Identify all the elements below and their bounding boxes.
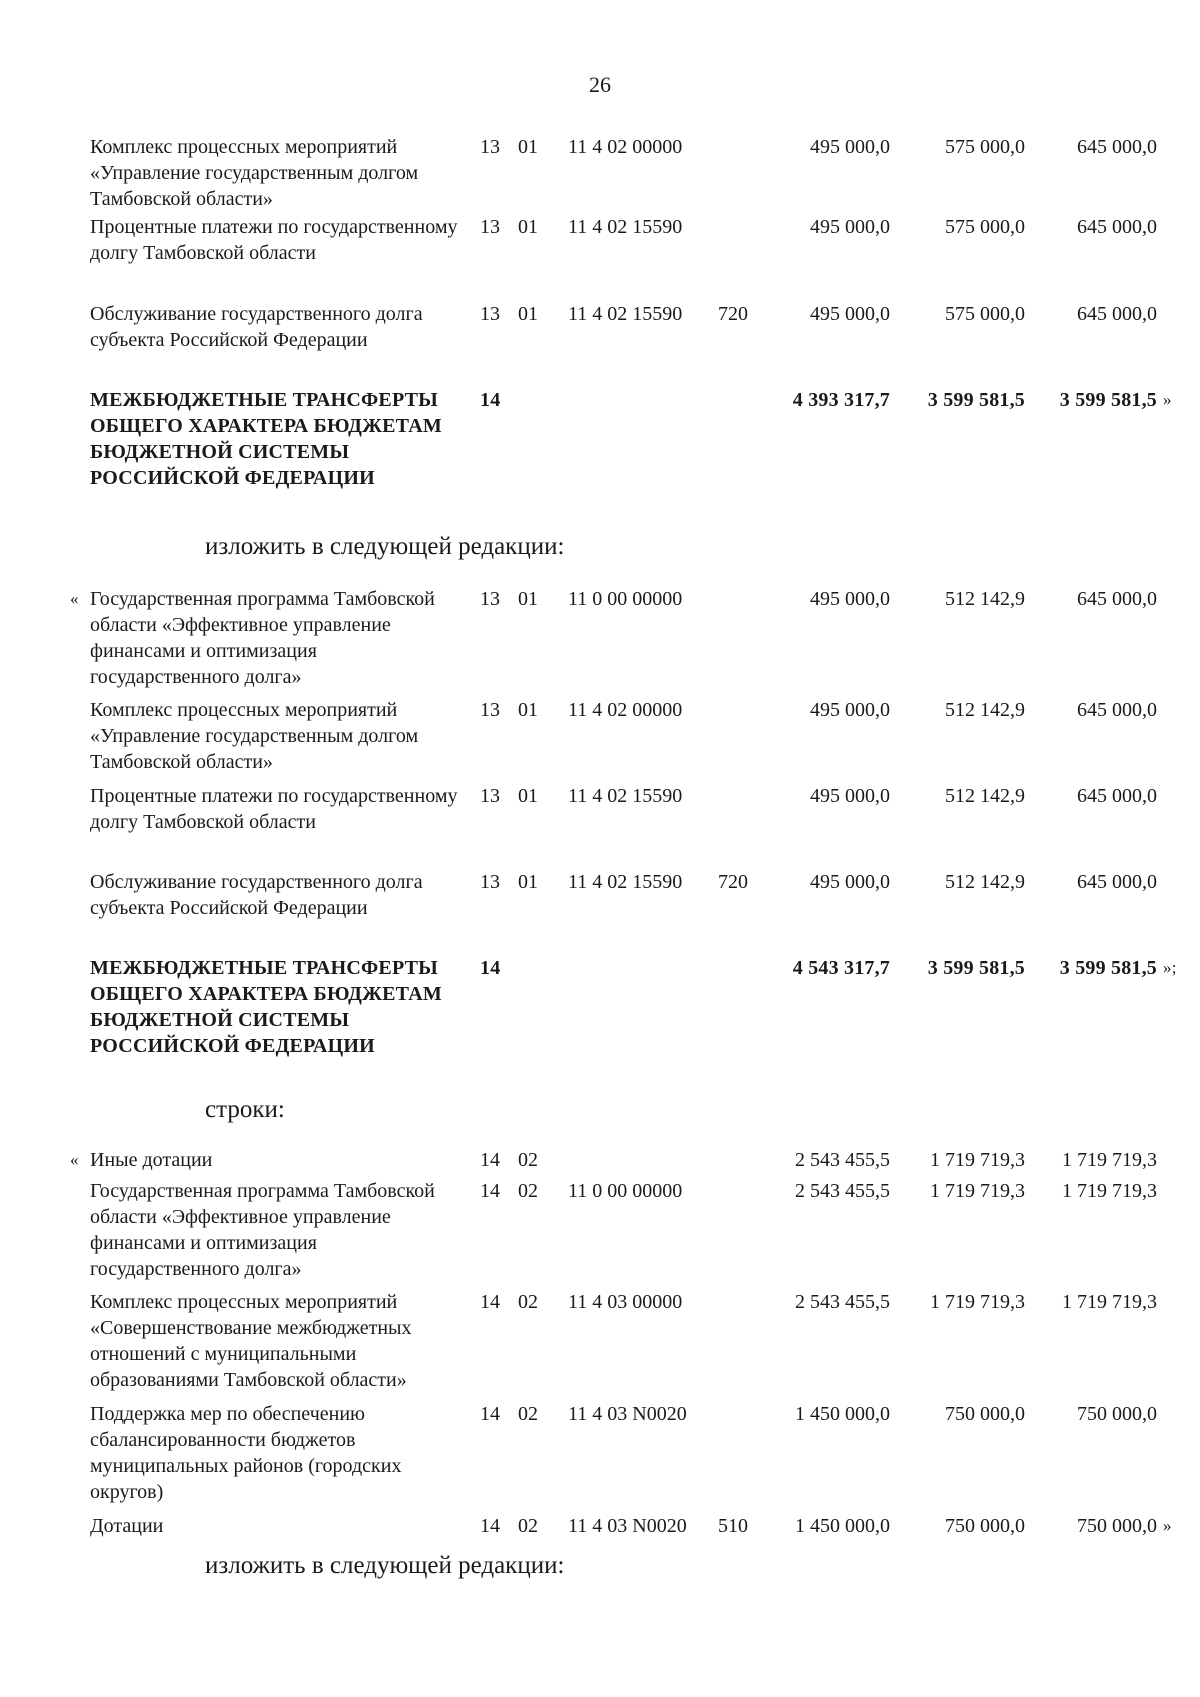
row-csr: 11 4 03 N0020 (568, 1403, 687, 1425)
opening-quote: « (70, 1150, 79, 1169)
row-value-2025: 1 719 719,3 (930, 1180, 1025, 1202)
row-value-2026: 1 719 719,3 (1062, 1291, 1157, 1313)
row-value-2024: 495 000,0 (810, 699, 890, 721)
row-rz: 14 (480, 957, 501, 979)
row-rz: 14 (480, 1149, 500, 1171)
row-rz: 13 (480, 785, 500, 807)
row-value-2024: 495 000,0 (810, 303, 890, 325)
row-pr: 02 (518, 1291, 538, 1313)
row-rz: 14 (480, 1515, 500, 1537)
table-row (0, 697, 1200, 783)
row-value-2026: 1 719 719,3 (1062, 1180, 1157, 1202)
row-value-2024: 4 393 317,7 (792, 389, 890, 411)
row-csr: 11 4 03 N0020 (568, 1515, 687, 1537)
row-pr: 02 (518, 1149, 538, 1171)
closing-quote: »; (1163, 958, 1177, 977)
row-name: Государственная программа Тамбовской области «Эффективное управление финансами и оптимизация государственного долга» (90, 588, 435, 688)
row-value-2026: 645 000,0 (1077, 785, 1157, 807)
row-value-2025: 512 142,9 (945, 699, 1025, 721)
table-row (0, 1401, 1200, 1513)
table-section-new (0, 586, 1200, 1090)
row-value-2024: 4 543 317,7 (792, 957, 890, 979)
row-csr: 11 0 00 00000 (568, 1180, 683, 1202)
row-pr: 01 (518, 136, 538, 158)
row-csr: 11 0 00 00000 (568, 588, 683, 610)
row-value-2026: 645 000,0 (1077, 136, 1157, 158)
row-pr: 01 (518, 699, 538, 721)
row-pr: 02 (518, 1515, 538, 1537)
row-name: Государственная программа Тамбовской области «Эффективное управление финансами и оптимизация государственного долга» (90, 1180, 435, 1280)
row-csr: 11 4 03 00000 (568, 1291, 683, 1313)
row-value-2025: 3 599 581,5 (927, 389, 1025, 411)
row-name: Обслуживание государственного долга субъекта Российской Федерации (90, 871, 423, 919)
row-rz: 13 (480, 871, 500, 893)
row-value-2024: 495 000,0 (810, 871, 890, 893)
row-pr: 01 (518, 871, 538, 893)
row-value-2026: 645 000,0 (1077, 871, 1157, 893)
row-name: Процентные платежи по государственному долгу Тамбовской области (90, 216, 458, 264)
row-csr: 11 4 02 15590 (568, 871, 683, 893)
row-rz: 14 (480, 1180, 500, 1202)
row-rz: 13 (480, 216, 500, 238)
row-value-2024: 2 543 455,5 (795, 1180, 890, 1202)
table-row (0, 869, 1200, 955)
page-number: 26 (589, 72, 611, 97)
table-section-lines (0, 1147, 1200, 1543)
table-section-old (0, 134, 1200, 522)
row-value-2025: 750 000,0 (945, 1403, 1025, 1425)
table-row-total (0, 955, 1200, 1090)
row-name: Поддержка мер по обеспечению сбалансированности бюджетов муниципальных районов (городских округов) (90, 1403, 402, 1503)
row-rz: 14 (480, 1291, 500, 1313)
table-row (0, 783, 1200, 869)
row-value-2025: 575 000,0 (945, 216, 1025, 238)
table-row (0, 134, 1200, 214)
row-rz: 13 (480, 303, 500, 325)
row-rz: 13 (480, 699, 500, 721)
row-vr: 720 (718, 303, 748, 325)
instruction-phrase: изложить в следующей редакции: (205, 1552, 565, 1579)
row-name: Комплекс процессных мероприятий «Совершенствование межбюджетных отношений с муниципальными образованиями Тамбовской области» (90, 1291, 412, 1391)
row-value-2025: 3 599 581,5 (927, 957, 1025, 979)
row-value-2026: 645 000,0 (1077, 216, 1157, 238)
opening-quote: « (70, 589, 79, 608)
instruction-phrase: строки: (205, 1096, 285, 1123)
row-value-2024: 495 000,0 (810, 785, 890, 807)
row-pr: 01 (518, 303, 538, 325)
row-csr: 11 4 02 00000 (568, 136, 683, 158)
table-row (0, 301, 1200, 387)
row-rz: 14 (480, 389, 501, 411)
row-value-2026: 3 599 581,5 (1059, 957, 1157, 979)
row-value-2025: 512 142,9 (945, 588, 1025, 610)
row-value-2024: 495 000,0 (810, 136, 890, 158)
row-csr: 11 4 02 00000 (568, 699, 683, 721)
row-pr: 02 (518, 1403, 538, 1425)
row-value-2025: 1 719 719,3 (930, 1149, 1025, 1171)
row-value-2026: 645 000,0 (1077, 303, 1157, 325)
row-name: Обслуживание государственного долга субъекта Российской Федерации (90, 303, 423, 351)
table-row (0, 214, 1200, 301)
row-value-2025: 512 142,9 (945, 785, 1025, 807)
closing-quote: » (1163, 390, 1172, 409)
row-value-2026: 3 599 581,5 (1059, 389, 1157, 411)
row-pr: 02 (518, 1180, 538, 1202)
row-value-2026: 1 719 719,3 (1062, 1149, 1157, 1171)
row-value-2025: 512 142,9 (945, 871, 1025, 893)
row-name: Комплекс процессных мероприятий «Управление государственным долгом Тамбовской области» (90, 699, 419, 773)
row-pr: 01 (518, 216, 538, 238)
row-rz: 14 (480, 1403, 500, 1425)
row-name: Иные дотации (90, 1149, 213, 1171)
row-csr: 11 4 02 15590 (568, 785, 683, 807)
row-value-2024: 2 543 455,5 (795, 1291, 890, 1313)
table-row (0, 1178, 1200, 1289)
table-row (0, 1147, 1200, 1178)
row-value-2024: 1 450 000,0 (795, 1403, 890, 1425)
row-value-2026: 750 000,0 (1077, 1515, 1157, 1537)
row-value-2024: 2 543 455,5 (795, 1149, 890, 1171)
table-row (0, 586, 1200, 697)
instruction-phrase: изложить в следующей редакции: (205, 533, 565, 560)
row-name: МЕЖБЮДЖЕТНЫЕ ТРАНСФЕРТЫ ОБЩЕГО ХАРАКТЕРА БЮДЖЕТАМ БЮДЖЕТНОЙ СИСТЕМЫ РОССИЙСКОЙ ФЕДЕРАЦИИ (90, 389, 442, 489)
row-value-2026: 645 000,0 (1077, 588, 1157, 610)
row-rz: 13 (480, 136, 500, 158)
table-row (0, 1289, 1200, 1401)
row-value-2025: 575 000,0 (945, 303, 1025, 325)
row-rz: 13 (480, 588, 500, 610)
row-value-2024: 495 000,0 (810, 588, 890, 610)
table-row (0, 1513, 1200, 1543)
row-value-2026: 645 000,0 (1077, 699, 1157, 721)
row-vr: 510 (718, 1515, 748, 1537)
closing-quote: » (1163, 1516, 1172, 1535)
row-value-2026: 750 000,0 (1077, 1403, 1157, 1425)
row-name: Комплекс процессных мероприятий «Управление государственным долгом Тамбовской области» (90, 136, 419, 210)
table-row-total (0, 387, 1200, 522)
row-value-2025: 1 719 719,3 (930, 1291, 1025, 1313)
row-csr: 11 4 02 15590 (568, 303, 683, 325)
row-value-2025: 575 000,0 (945, 136, 1025, 158)
row-pr: 01 (518, 785, 538, 807)
row-vr: 720 (718, 871, 748, 893)
row-value-2024: 1 450 000,0 (795, 1515, 890, 1537)
row-csr: 11 4 02 15590 (568, 216, 683, 238)
row-name: Процентные платежи по государственному долгу Тамбовской области (90, 785, 458, 833)
row-value-2024: 495 000,0 (810, 216, 890, 238)
row-value-2025: 750 000,0 (945, 1515, 1025, 1537)
row-pr: 01 (518, 588, 538, 610)
row-name: МЕЖБЮДЖЕТНЫЕ ТРАНСФЕРТЫ ОБЩЕГО ХАРАКТЕРА БЮДЖЕТАМ БЮДЖЕТНОЙ СИСТЕМЫ РОССИЙСКОЙ ФЕДЕРАЦИИ (90, 957, 442, 1057)
row-name: Дотации (90, 1515, 164, 1537)
